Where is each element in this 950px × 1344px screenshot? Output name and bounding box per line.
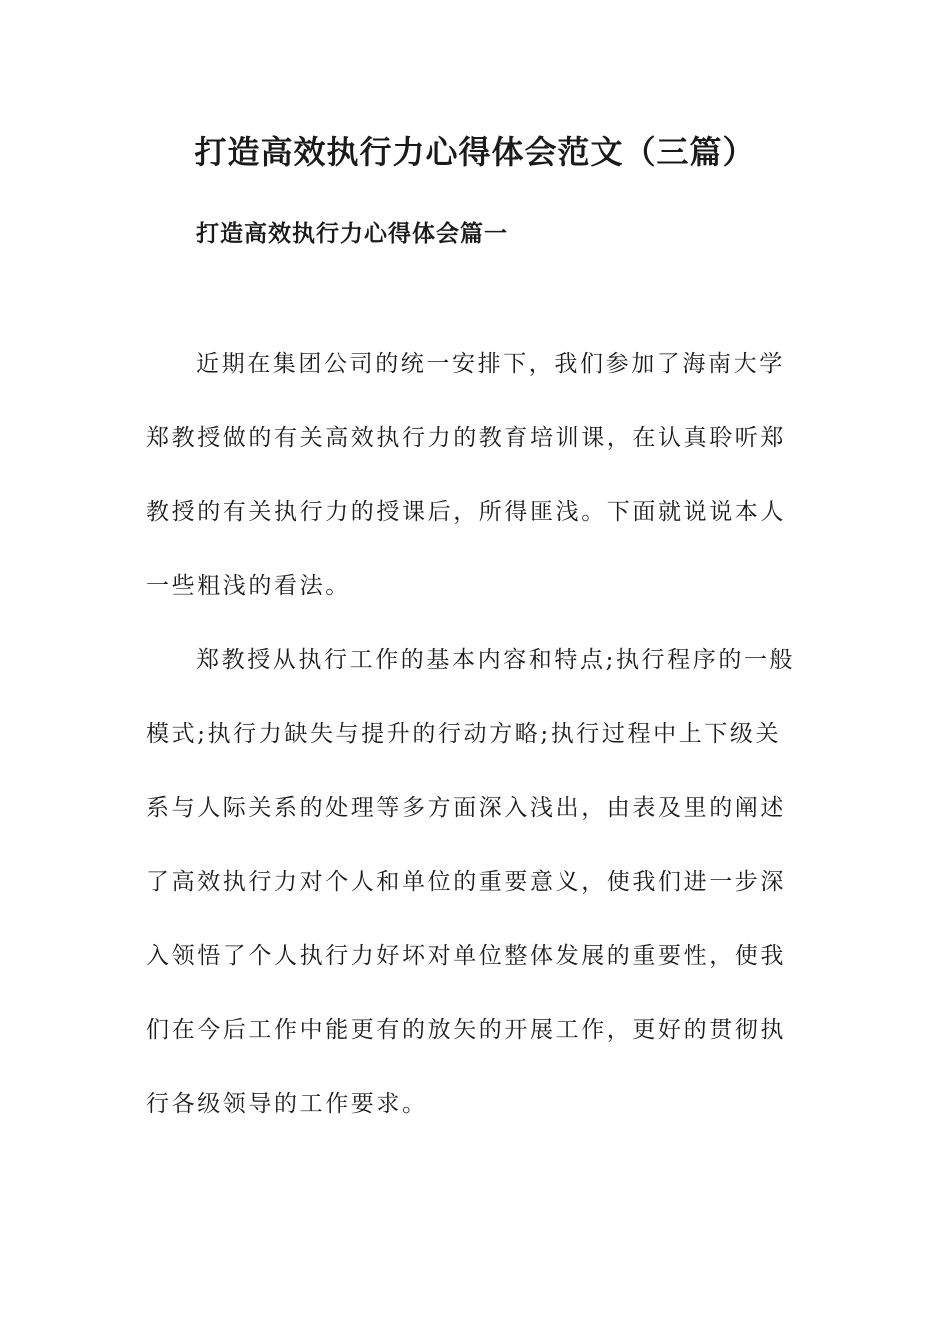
paragraph-line: 郑教授做的有关高效执行力的教育培训课，在认真聆听郑 xyxy=(146,425,786,451)
document-body xyxy=(146,344,806,1158)
paragraph-line: 行各级领导的工作要求。 xyxy=(146,1091,428,1117)
paragraph-line: 近期在集团公司的统一安排下，我们参加了海南大学 xyxy=(196,351,785,377)
paragraph-line: 入领悟了个人执行力好坏对单位整体发展的重要性，使我 xyxy=(146,943,786,969)
paragraph-line: 系与人际关系的处理等多方面深入浅出，由表及里的阐述 xyxy=(146,795,786,821)
paragraph xyxy=(146,640,806,1158)
document-title: 打造高效执行力心得体会范文（三篇） xyxy=(194,133,756,171)
paragraph xyxy=(146,344,806,640)
paragraph-line: 们在今后工作中能更有的放矢的开展工作，更好的贯彻执 xyxy=(146,1017,786,1043)
section-heading: 打造高效执行力心得体会篇一 xyxy=(196,220,508,247)
paragraph-line: 教授的有关执行力的授课后，所得匪浅。下面就说说本人 xyxy=(146,499,786,525)
paragraph-line: 模式;执行力缺失与提升的行动方略;执行过程中上下级关 xyxy=(146,721,782,747)
paragraph-line: 了高效执行力对个人和单位的重要意义，使我们进一步深 xyxy=(146,869,786,895)
paragraph-line: 一些粗浅的看法。 xyxy=(146,573,351,599)
paragraph-line: 郑教授从执行工作的基本内容和特点;执行程序的一般 xyxy=(196,647,796,673)
